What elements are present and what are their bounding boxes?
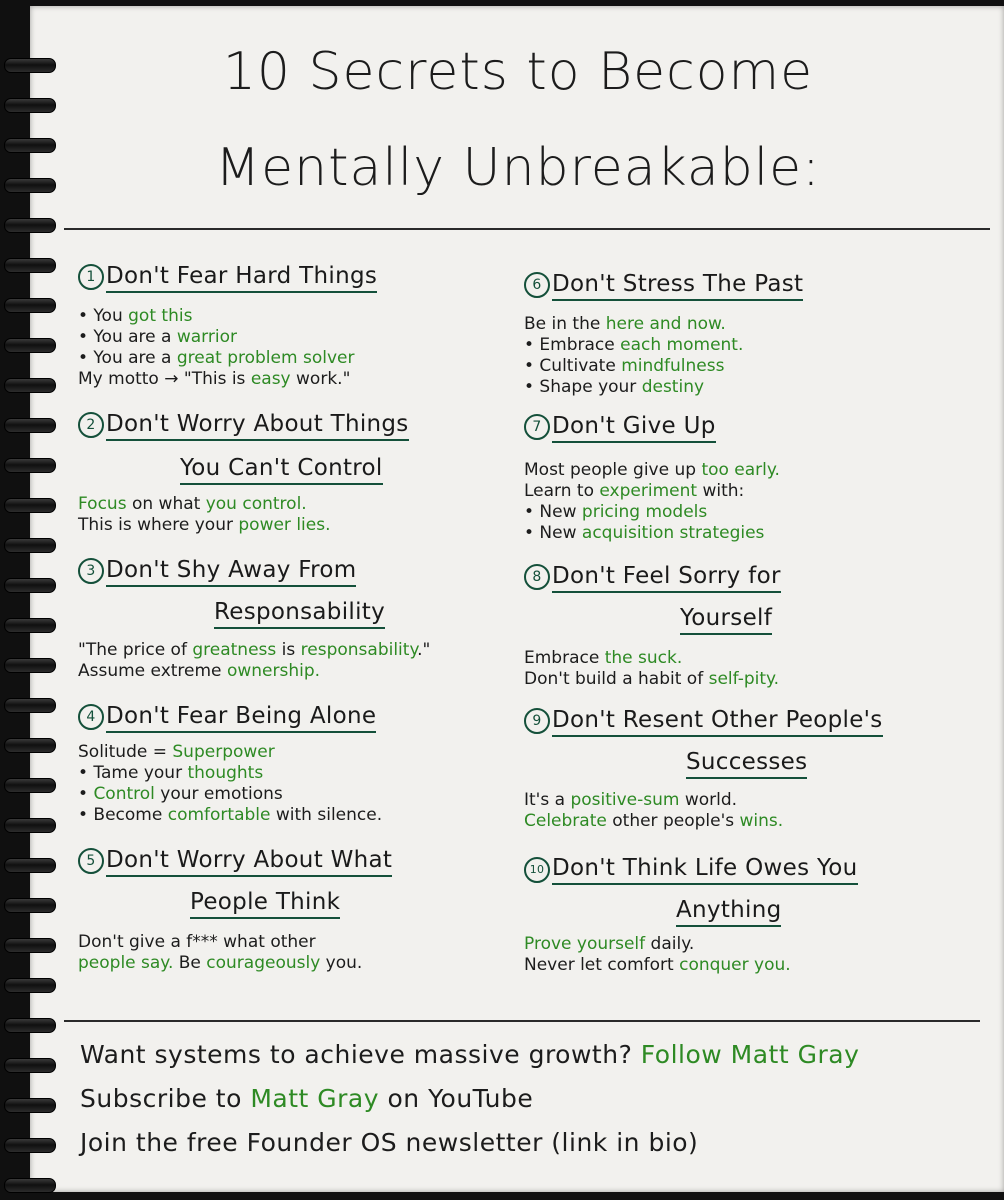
secret-body-line	[524, 648, 682, 669]
body-text: Don't give a f*** what other	[78, 932, 316, 952]
body-text: • Embrace	[524, 335, 621, 355]
secret-body-line	[524, 481, 744, 502]
secret-heading	[524, 412, 716, 440]
secret-heading	[524, 706, 883, 734]
binding-ring	[4, 58, 56, 73]
highlight-text: wins.	[739, 811, 784, 831]
highlight-text: Control	[93, 784, 155, 804]
secret-number: 7	[524, 414, 550, 440]
footer-text: Want systems to achieve massive growth?	[80, 1040, 641, 1069]
secret-body-line	[78, 306, 192, 327]
secret-body-line	[78, 494, 307, 515]
secret-heading	[524, 270, 803, 298]
secret-heading-text: Don't Feel Sorry for	[552, 563, 781, 593]
body-text: Don't build a habit of	[524, 669, 709, 689]
secret-number: 9	[524, 708, 550, 734]
body-text: world.	[679, 790, 738, 810]
secret-heading	[78, 556, 356, 584]
binding-ring	[4, 858, 56, 873]
body-text: • New	[524, 502, 582, 522]
secret-body-line	[524, 790, 737, 811]
secret-heading-text: Don't Worry About Things	[106, 411, 409, 441]
highlight-text: each moment.	[620, 335, 744, 355]
highlight-text: warrior	[176, 327, 237, 347]
highlight-text: too early.	[701, 460, 780, 480]
body-text: Never let comfort	[524, 955, 680, 975]
footer-highlight: Matt Gray	[250, 1084, 380, 1113]
secret-body-line	[78, 932, 316, 953]
secret-number: 6	[524, 272, 550, 298]
secret-heading-text: Responsability	[214, 599, 385, 629]
binding-ring	[4, 938, 56, 953]
binding-ring	[4, 138, 56, 153]
page-title-line-2: Mentally Unbreakable:	[215, 138, 821, 198]
secret-body-line	[524, 669, 779, 690]
body-text: Solitude =	[78, 742, 173, 762]
secret-heading-text: Yourself	[680, 605, 772, 635]
secret-body-line	[524, 377, 704, 398]
secret-body-line	[78, 369, 350, 390]
body-text: Assume extreme	[78, 661, 227, 681]
secret-heading-continued	[676, 896, 781, 924]
secret-heading-continued	[190, 888, 340, 916]
body-text: Learn to	[524, 481, 600, 501]
highlight-text: greatness	[192, 640, 277, 660]
footer-divider	[64, 1020, 980, 1022]
secret-number: 1	[78, 264, 104, 290]
secret-heading-continued	[686, 748, 807, 776]
secret-heading-text: Don't Stress The Past	[552, 271, 803, 301]
binding-ring	[4, 698, 56, 713]
binding-ring	[4, 1098, 56, 1113]
secret-body-line	[78, 805, 382, 826]
body-text: • Tame your	[78, 763, 188, 783]
secret-heading-continued	[214, 598, 385, 626]
secret-heading-text: You Can't Control	[180, 455, 383, 485]
binding-ring	[4, 1018, 56, 1033]
secret-body-line	[78, 661, 320, 682]
secret-heading-text: Don't Fear Being Alone	[106, 703, 376, 733]
secret-number: 2	[78, 412, 104, 438]
binding-ring	[4, 1178, 56, 1193]
binding-ring	[4, 498, 56, 513]
binding-ring	[4, 338, 56, 353]
body-text: • You are a	[78, 327, 177, 347]
secret-heading-text: Don't Give Up	[552, 413, 716, 443]
secret-body-line	[524, 934, 694, 955]
secret-heading-text: Don't Fear Hard Things	[106, 263, 377, 293]
body-text: It's a	[524, 790, 571, 810]
secret-body-line	[78, 953, 362, 974]
secret-number: 4	[78, 704, 104, 730]
footer-line	[80, 1128, 698, 1158]
body-text: Be	[173, 953, 207, 973]
body-text: • Become	[78, 805, 168, 825]
secret-number: 5	[78, 848, 104, 874]
binding-ring	[4, 578, 56, 593]
secret-heading-text: Successes	[686, 749, 807, 779]
highlight-text: responsability	[300, 640, 418, 660]
body-text: "The price of	[78, 640, 193, 660]
binding-ring	[4, 378, 56, 393]
secret-body-line	[78, 348, 354, 369]
body-text: • You	[78, 306, 129, 326]
binding-ring	[4, 618, 56, 633]
secret-heading	[78, 702, 376, 730]
binding-ring	[4, 418, 56, 433]
binding-ring	[4, 538, 56, 553]
highlight-text: thoughts	[187, 763, 264, 783]
secret-body-line	[524, 335, 743, 356]
secret-number: 10	[524, 857, 550, 883]
title-divider	[64, 228, 990, 230]
highlight-text: Celebrate	[524, 811, 607, 831]
body-text: with:	[697, 481, 745, 501]
binding-ring	[4, 218, 56, 233]
secret-heading-text: Don't Resent Other People's	[552, 707, 883, 737]
highlight-text: Prove yourself	[524, 934, 646, 954]
body-text: with silence.	[270, 805, 383, 825]
secret-body-line	[78, 742, 275, 763]
highlight-text: great problem solver	[176, 348, 355, 368]
secret-body-line	[524, 811, 783, 832]
body-text: This is where your	[78, 515, 239, 535]
body-text: Most people give up	[524, 460, 702, 480]
highlight-text: the suck.	[604, 648, 683, 668]
secret-heading-continued	[680, 604, 772, 632]
secret-body-line	[524, 523, 764, 544]
body-text: •	[78, 784, 94, 804]
binding-ring	[4, 298, 56, 313]
footer-line	[80, 1040, 859, 1070]
secret-body-line	[78, 515, 331, 536]
highlight-text: easy	[250, 369, 291, 389]
body-text: daily.	[645, 934, 695, 954]
binding-ring	[4, 978, 56, 993]
highlight-text: conquer you.	[679, 955, 791, 975]
body-text: on what	[126, 494, 206, 514]
secret-number: 8	[524, 564, 550, 590]
binding-ring	[4, 658, 56, 673]
highlight-text: self-pity.	[708, 669, 780, 689]
secret-body-line	[78, 763, 263, 784]
highlight-text: courageously	[206, 953, 321, 973]
secret-number: 3	[78, 558, 104, 584]
body-text: • Shape your	[524, 377, 642, 397]
body-text: • New	[524, 523, 582, 543]
highlight-text: ownership.	[226, 661, 321, 681]
secret-heading	[78, 846, 392, 874]
highlight-text: experiment	[599, 481, 698, 501]
binding-ring	[4, 178, 56, 193]
body-text: your emotions	[154, 784, 283, 804]
secret-body-line	[78, 327, 237, 348]
body-text: other people's	[606, 811, 740, 831]
secret-heading	[78, 410, 409, 438]
body-text: Embrace	[524, 648, 605, 668]
secret-heading-text: Anything	[676, 897, 781, 927]
footer-text: Join the free Founder OS newsletter (link in bio)	[80, 1128, 699, 1157]
binding-ring	[4, 898, 56, 913]
body-text: • You are a	[78, 348, 177, 368]
body-text: ."	[417, 640, 431, 660]
footer-line	[80, 1084, 533, 1114]
secret-body-line	[524, 955, 791, 976]
body-text: • Cultivate	[524, 356, 622, 376]
secret-heading-continued	[180, 454, 383, 482]
binding-ring	[4, 1138, 56, 1153]
footer-text: Subscribe to	[80, 1084, 251, 1113]
body-text: is	[276, 640, 301, 660]
footer-text: on YouTube	[379, 1084, 534, 1113]
binding-ring	[4, 778, 56, 793]
highlight-text: acquisition strategies	[581, 523, 765, 543]
secret-body-line	[78, 784, 283, 805]
secret-heading	[524, 854, 858, 883]
body-text: Be in the	[524, 314, 606, 334]
binding-ring	[4, 818, 56, 833]
highlight-text: people say.	[78, 953, 174, 973]
binding-ring	[4, 258, 56, 273]
binding-ring	[4, 98, 56, 113]
secret-body-line	[524, 502, 707, 523]
highlight-text: pricing models	[581, 502, 708, 522]
binding-ring	[4, 1058, 56, 1073]
body-text: My motto → "This is	[78, 369, 251, 389]
secret-body-line	[524, 356, 724, 377]
binding-ring	[4, 738, 56, 753]
secret-heading-text: People Think	[190, 889, 340, 919]
secret-heading	[78, 262, 377, 290]
binding-ring	[4, 458, 56, 473]
highlight-text: you control.	[205, 494, 307, 514]
secret-body-line	[524, 460, 780, 481]
footer-highlight: Follow Matt Gray	[640, 1040, 860, 1069]
secret-body-line	[78, 640, 430, 661]
secret-heading-text: Don't Think Life Owes You	[552, 855, 858, 885]
secret-heading-text: Don't Shy Away From	[106, 557, 356, 587]
body-text: you.	[320, 953, 363, 973]
highlight-text: power lies.	[238, 515, 331, 535]
highlight-text: mindfulness	[621, 356, 725, 376]
page-title-line-1: 10 Secrets to Become	[222, 42, 814, 102]
highlight-text: positive-sum	[570, 790, 680, 810]
secret-body-line	[524, 314, 726, 335]
body-text: work."	[290, 369, 351, 389]
highlight-text: comfortable	[167, 805, 271, 825]
secret-heading-text: Don't Worry About What	[106, 847, 392, 877]
highlight-text: Superpower	[172, 742, 275, 762]
highlight-text: destiny	[641, 377, 705, 397]
highlight-text: Focus	[78, 494, 127, 514]
highlight-text: here and now.	[605, 314, 726, 334]
secret-heading	[524, 562, 781, 590]
highlight-text: got this	[128, 306, 193, 326]
